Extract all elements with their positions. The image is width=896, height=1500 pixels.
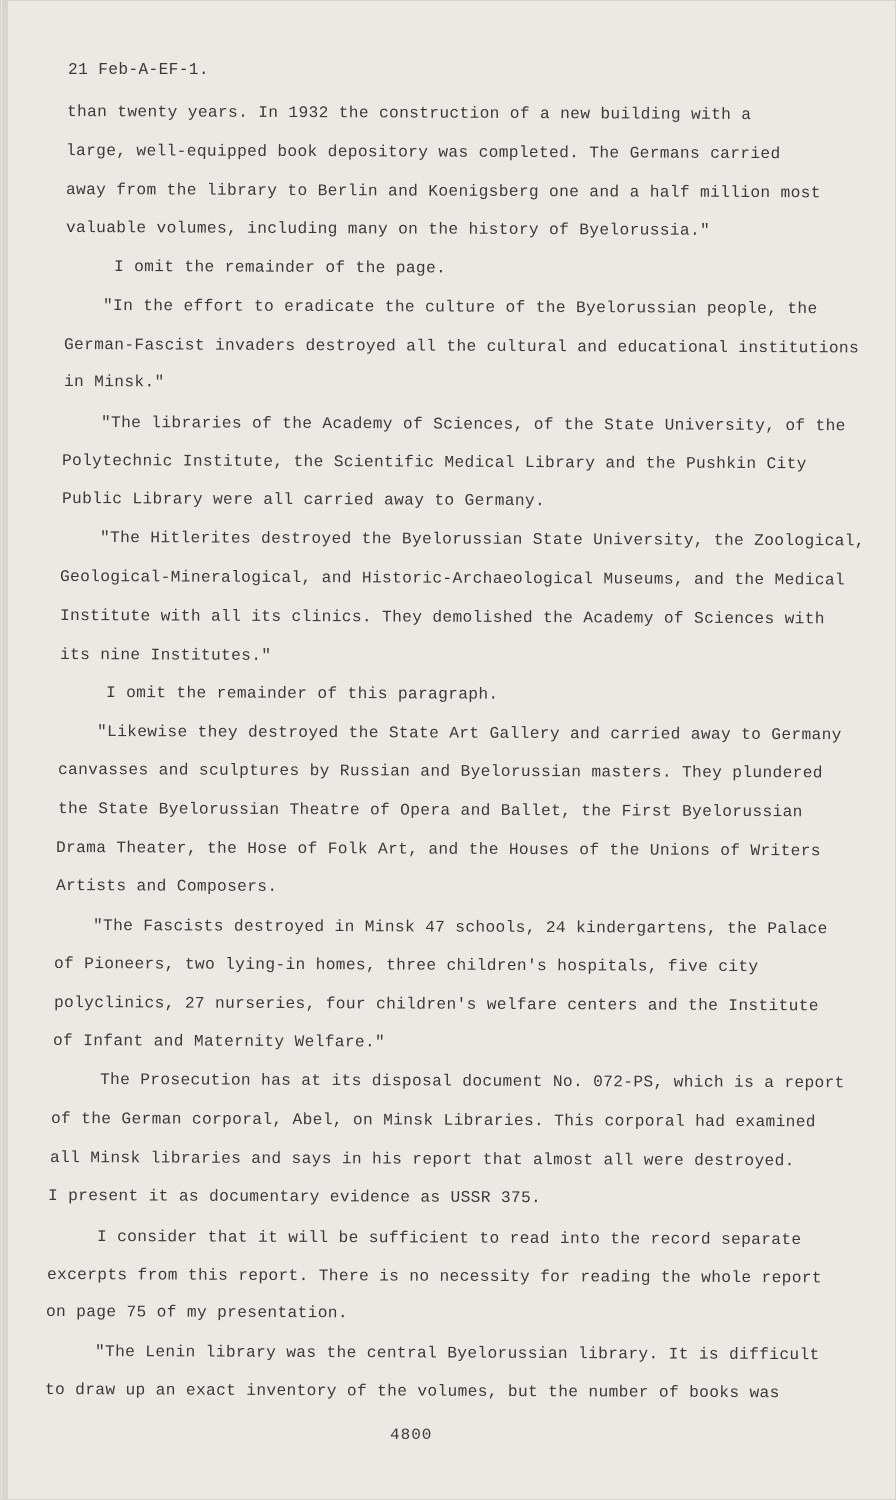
text-line: of the German corporal, Abel, on Minsk Libraries. This corporal had examined <box>50 1110 816 1132</box>
text-line: "The Fascists destroyed in Minsk 47 schools, 24 kindergartens, the Palace <box>92 917 828 939</box>
text-line: I omit the remainder of this paragraph. <box>105 684 499 704</box>
text-line: on page 75 of my presentation. <box>45 1303 348 1323</box>
text-line: I omit the remainder of the page. <box>113 258 447 278</box>
text-line: canvasses and sculptures by Russian and Byelorussian masters. They plundered <box>57 761 823 783</box>
text-line: Drama Theater, the Hose of Folk Art, and the Houses of the Unions of Writers <box>55 839 821 861</box>
text-line: "The Hitlerites destroyed the Byelorussian State University, the Zoological, <box>99 529 865 551</box>
page-header: 21 Feb-A-EF-1. <box>68 61 209 79</box>
page-number: 4800 <box>390 1426 433 1444</box>
text-line: German-Fascist invaders destroyed all the cultural and educational institutions <box>63 336 860 358</box>
text-line: "The Lenin library was the central Byelorussian library. It is difficult <box>94 1343 820 1365</box>
text-line: to draw up an exact inventory of the volumes, but the number of books was <box>44 1381 780 1403</box>
text-line: "The libraries of the Academy of Sciences, of the State University, of the <box>100 414 846 436</box>
text-line: excerpts from this report. There is no necessity for reading the whole report <box>46 1266 822 1288</box>
text-line: in Minsk." <box>63 373 165 392</box>
text-line: of Pioneers, two lying-in homes, three children's hospitals, five city <box>53 955 759 977</box>
text-line: Institute with all its clinics. They demolished the Academy of Sciences with <box>59 607 825 629</box>
text-line: I consider that it will be sufficient to read into the record separate <box>96 1228 802 1250</box>
text-line: than twenty years. In 1932 the construction of a new building with a <box>66 103 752 124</box>
text-line: its nine Institutes." <box>59 646 272 665</box>
text-line: large, well-equipped book depository was completed. The Germans carried <box>65 142 781 164</box>
text-line: The Prosecution has at its disposal document No. 072-PS, which is a report <box>99 1071 845 1093</box>
text-line: Artists and Composers. <box>55 877 278 896</box>
text-line: Polytechnic Institute, the Scientific Medical Library and the Pushkin City <box>61 452 807 474</box>
text-line: away from the library to Berlin and Koenigsberg one and a half million most <box>65 181 821 203</box>
text-line: the State Byelorussian Theatre of Opera and Ballet, the First Byelorussian <box>57 800 803 822</box>
text-line: I present it as documentary evidence as USSR 375. <box>47 1187 542 1208</box>
text-line: Geological-Mineralogical, and Historic-Archaeological Museums, and the Medical <box>59 568 846 590</box>
text-line: "Likewise they destroyed the State Art Gallery and carried away to Germany <box>96 723 842 745</box>
text-line: of Infant and Maternity Welfare." <box>52 1032 386 1052</box>
text-line: valuable volumes, including many on the history of Byelorussia." <box>65 219 711 240</box>
text-line: "In the effort to eradicate the culture of the Byelorussian people, the <box>102 297 818 319</box>
text-line: all Minsk libraries and says in his report that almost all were destroyed. <box>49 1149 795 1171</box>
text-line: Public Library were all carried away to Germany. <box>61 490 546 511</box>
text-line: polyclinics, 27 nurseries, four children's welfare centers and the Institute <box>53 994 819 1016</box>
